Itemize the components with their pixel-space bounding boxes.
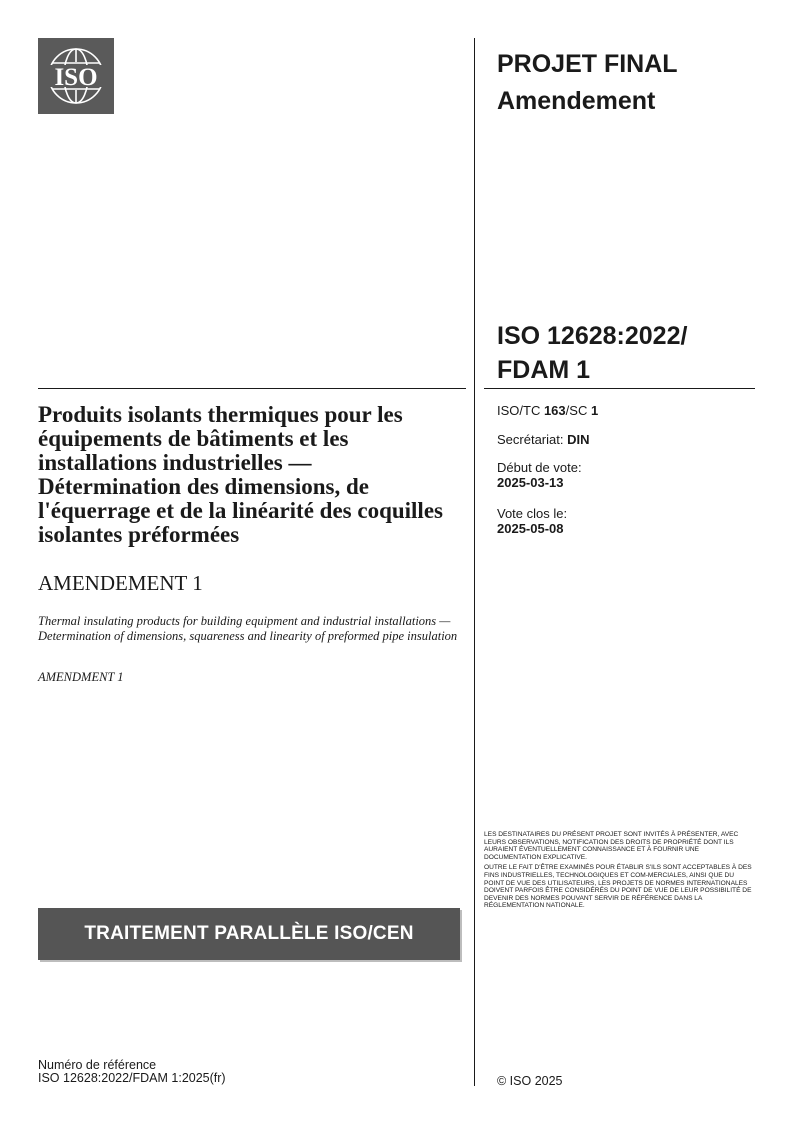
document-reference bbox=[497, 319, 687, 387]
notice-paragraph-2: OUTRE LE FAIT D'ÊTRE EXAMINÉS POUR ÉTABLIR S'ILS SONT ACCEPTABLES À DES FINS INDUSTRIELLES, TECHNOLOGIQUES ET COM-MERCIALES, AINSI QUE DU POINT DE VUE DES UTILISATEURS, LES PROJETS DE NORMES INTERNATIONALES DOIVENT PARFOIS ÊTRE CONSIDÉRÉS DU POINT DE VUE DE LEUR POSSIBILITÉ DE DEVENIR DES NORMES POUVANT SERVIR DE RÉFÉRENCE DANS LA RÉGLEMENTATION NATIONALE. bbox=[484, 864, 752, 910]
committee-info: ISO/TC 163/SC 1 bbox=[497, 403, 599, 418]
title-english: Thermal insulating products for building equipment and industrial installations — Determination of dimensions, squareness and linearity of preformed pipe insulation bbox=[38, 614, 458, 643]
vote-start-date: 2025-03-13 bbox=[497, 475, 564, 490]
stage-line-1: PROJET FINAL bbox=[497, 50, 678, 78]
amendment-english: AMENDMENT 1 bbox=[38, 670, 124, 684]
reference-line-1: ISO 12628:2022/ bbox=[497, 322, 688, 350]
tc-number: 163 bbox=[543, 403, 566, 418]
notice-paragraph-1: LES DESTINATAIRES DU PRÉSENT PROJET SONT INVITÉS À PRÉSENTER, AVEC LEURS OBSERVATIONS, NOTIFICATION DES DROITS DE PROPRIÉTÉ DONT ILS AURAIENT ÉVENTUELLEMENT CONNAISSANCE ET À FOURNIR UNE DOCUMENTATION EXPLICATIVE. bbox=[484, 831, 739, 861]
logo-text: ISO bbox=[54, 64, 98, 91]
vertical-divider bbox=[474, 38, 475, 1086]
vote-end bbox=[497, 506, 567, 536]
stage-line-2: Amendement bbox=[497, 87, 656, 115]
vote-end-label: Vote clos le: bbox=[497, 506, 568, 521]
horizontal-divider-right bbox=[484, 388, 755, 389]
copyright: © ISO 2025 bbox=[497, 1074, 563, 1088]
sc-number: 1 bbox=[590, 403, 599, 418]
amendment-french: AMENDEMENT 1 bbox=[38, 571, 203, 595]
reference-number-label: Numéro de référence bbox=[38, 1058, 157, 1072]
reference-number-value: ISO 12628:2022/FDAM 1:2025(fr) bbox=[38, 1071, 226, 1085]
secretariat: Secrétariat: DIN bbox=[497, 432, 590, 447]
vote-start bbox=[497, 460, 582, 490]
horizontal-divider-left bbox=[38, 388, 466, 389]
reference-line-2: FDAM 1 bbox=[497, 356, 591, 384]
title-french: Produits isolants thermiques pour les équipements de bâtiments et les installations industrielles — Détermination des dimensions, de l'équerrage et de la linéarité des coquilles isolantes préformées bbox=[38, 402, 443, 547]
recipient-notice bbox=[484, 831, 754, 913]
parallel-processing-banner: TRAITEMENT PARALLÈLE ISO/CEN bbox=[38, 908, 460, 960]
iso-logo bbox=[38, 38, 114, 114]
vote-start-label: Début de vote: bbox=[497, 460, 582, 475]
secretariat-value: DIN bbox=[567, 432, 590, 447]
vote-end-date: 2025-05-08 bbox=[497, 521, 564, 536]
reference-number bbox=[38, 1059, 226, 1085]
globe-icon bbox=[38, 38, 114, 114]
document-stage bbox=[497, 46, 678, 120]
